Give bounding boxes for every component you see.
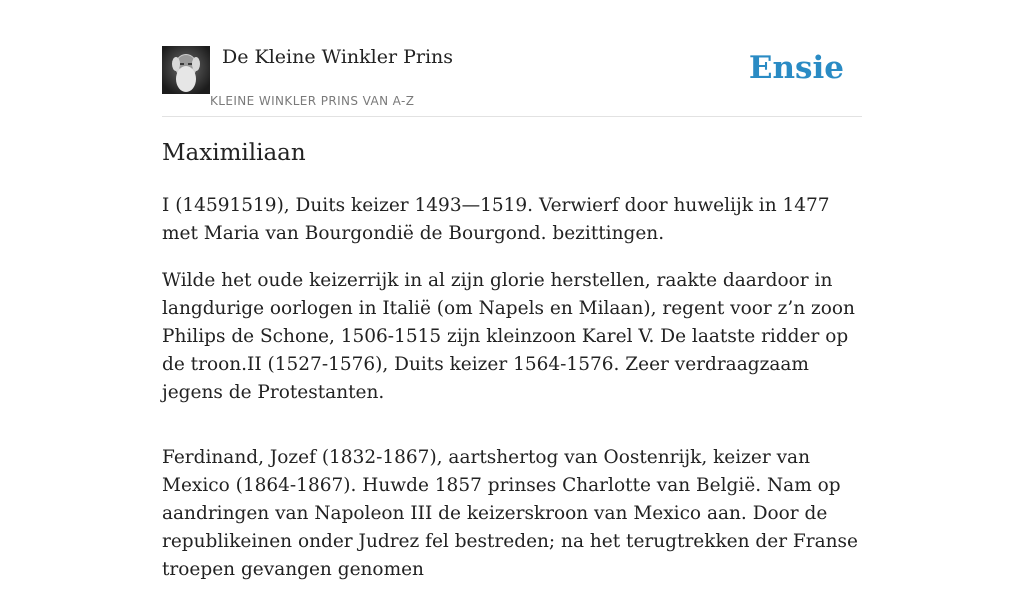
paragraph: I (14591519), Duits keizer 1493—1519. Verwierf door huwelijk in 1477 met Maria van Bourgondië de Bourgond. bezittingen. xyxy=(162,195,830,244)
portrait-avatar-icon xyxy=(162,46,210,94)
paragraph: Ferdinand, Jozef (1832-1867), aartshertog van Oostenrijk, keizer van Mexico (1864-1867). Huwde 1857 prinses Charlotte van België. Nam op aandringen van Napoleon III de keizerskroon van Mexico aan. Door de republikeinen onder Judrez fel bestreden; na het terugtrekken der Franse troepen gevangen genomen xyxy=(162,447,858,580)
avatar[interactable] xyxy=(162,46,210,94)
entry-body xyxy=(162,192,862,603)
paragraph: Wilde het oude keizerrijk in al zijn glorie herstellen, raakte daardoor in langdurige oorlogen in Italië (om Napels en Milaan), regent voor z’n zoon Philips de Schone, 1506-1515 zijn kleinzoon Karel V. De laatste ridder op de troon.II (1527-1576), Duits keizer 1564-1576. Zeer verdraagzaam jegens de Protestanten. xyxy=(162,270,855,403)
ensie-logo[interactable]: Ensie xyxy=(748,50,844,86)
source-subtitle[interactable]: KLEINE WINKLER PRINS VAN A-Z xyxy=(210,94,415,108)
entry-title: Maximiliaan xyxy=(162,140,306,166)
site-header xyxy=(162,44,862,117)
source-title[interactable]: De Kleine Winkler Prins xyxy=(222,46,454,68)
